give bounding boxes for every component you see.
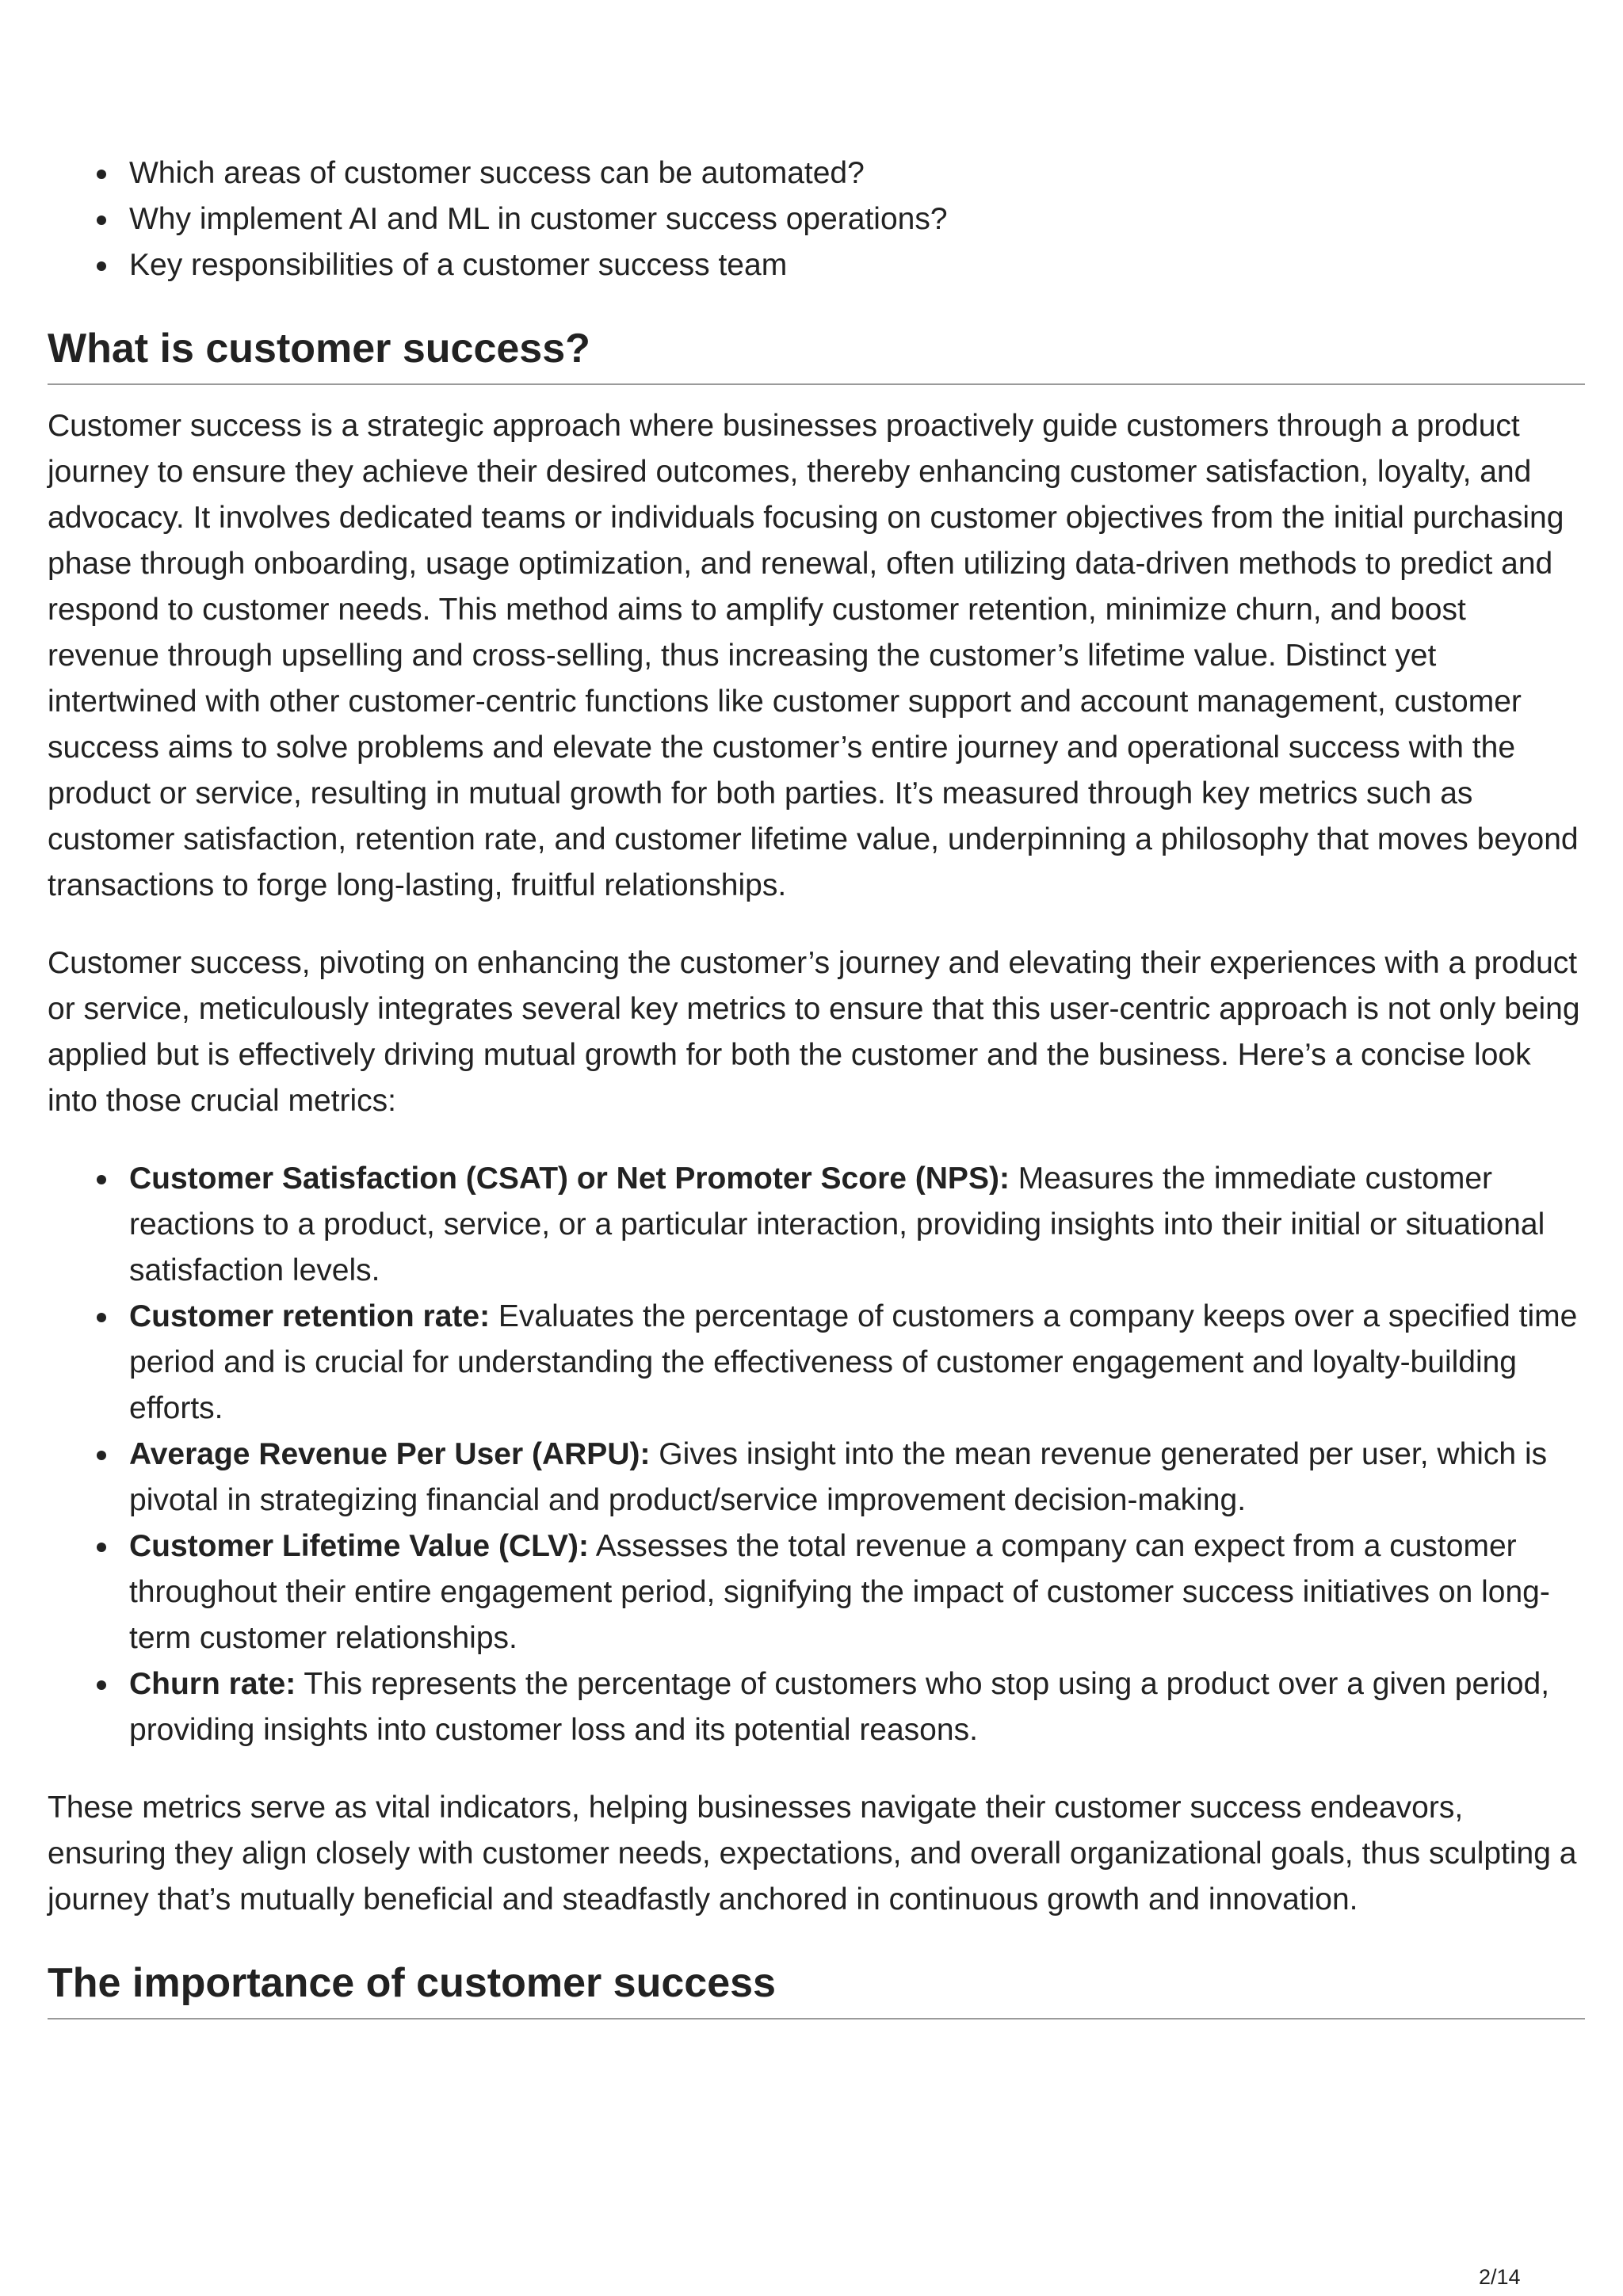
metric-description: Measures the immediate customer reactions to a product, service, or a particular interaction, providing insights into their initial or situational satisfaction levels. (129, 1161, 1545, 1287)
paragraph-metrics-summary: These metrics serve as vital indicators, helping businesses navigate their customer success endeavors, ensuring they align closely with customer needs, expectations, and overall organizational goals, thus sculpting a journey that’s mutually beneficial and steadfastly anchored in continuous growth and innovation. (48, 1791, 1577, 1917)
metric-term: Customer Satisfaction (CSAT) or Net Promoter Score (NPS): (129, 1161, 1010, 1196)
list-item (129, 1661, 1585, 1753)
list-item (129, 1156, 1585, 1294)
intro-bullet-list (48, 151, 1585, 288)
metrics-bullet-list (48, 1156, 1585, 1753)
metric-description: Gives insight into the mean revenue generated per user, which is pivotal in strategizing financial and product/service improvement decision-making. (129, 1437, 1548, 1517)
list-item: Why implement AI and ML in customer success operations? (129, 196, 1585, 242)
page-number: 2/14 (1479, 2265, 1521, 2289)
metric-description: This represents the percentage of customers who stop using a product over a given period, providing insights into customer loss and its potential reasons. (129, 1667, 1550, 1747)
metric-term: Customer retention rate: (129, 1299, 491, 1333)
list-item (129, 1294, 1585, 1432)
metric-term: Average Revenue Per User (ARPU): (129, 1437, 651, 1471)
paragraph-metrics-intro: Customer success, pivoting on enhancing the customer’s journey and elevating their experiences with a product or service, meticulously integrates several key metrics to ensure that this user-centric approach is not only being applied but is effectively driving mutual growth for both the customer and the business. Here’s a concise look into those crucial metrics: (48, 946, 1580, 1118)
metric-description: Evaluates the percentage of customers a company keeps over a specified time period and is crucial for understanding the effectiveness of customer engagement and loyalty-building efforts. (129, 1299, 1578, 1425)
paragraph-definition: Customer success is a strategic approach where businesses proactively guide customers through a product journey to ensure they achieve their desired outcomes, thereby enhancing customer satisfaction, loyalty, and advocacy. It involves dedicated teams or individuals focusing on customer objectives from the initial purchasing phase through onboarding, usage optimization, and renewal, often utilizing data-driven methods to predict and respond to customer needs. This method aims to amplify customer retention, minimize churn, and boost revenue through upselling and cross-selling, thus increasing the customer’s lifetime value. Distinct yet intertwined with other customer-centric functions like customer support and account management, customer success aims to solve problems and elevate the customer’s entire journey and operational success with the product or service, resulting in mutual growth for both parties. It’s measured through key metrics such as customer satisfaction, retention rate, and customer lifetime value, underpinning a philosophy that moves beyond transactions to forge long-lasting, fruitful relationships. (48, 409, 1579, 902)
list-item (129, 1524, 1585, 1661)
section-heading-importance-of-customer-success: The importance of customer success (48, 1958, 1585, 2019)
document-page (48, 151, 1585, 2019)
metric-description: Assesses the total revenue a company can expect from a customer throughout their entire engagement period, signifying the impact of customer success initiatives on long-term customer relationships. (129, 1529, 1550, 1655)
list-item: Key responsibilities of a customer success team (129, 242, 1585, 288)
section-heading-what-is-customer-success: What is customer success? (48, 323, 1585, 385)
list-item (129, 1432, 1585, 1524)
list-item: Which areas of customer success can be automated? (129, 151, 1585, 196)
metric-term: Churn rate: (129, 1667, 296, 1701)
metric-term: Customer Lifetime Value (CLV): (129, 1529, 590, 1563)
